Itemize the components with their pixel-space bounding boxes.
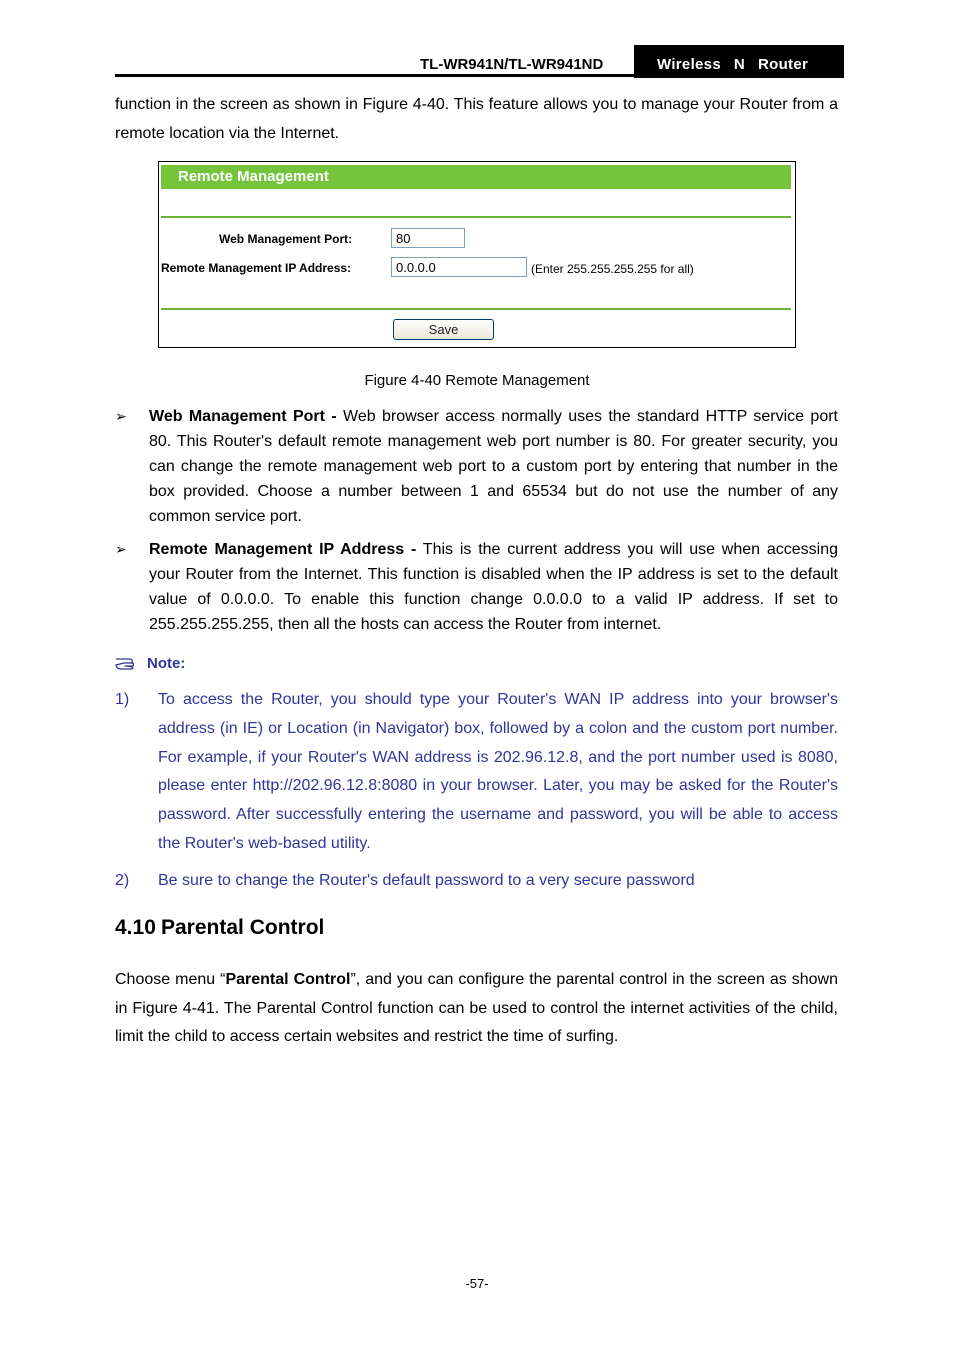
ip-address-input[interactable]: 0.0.0.0 bbox=[391, 257, 527, 277]
bullet-arrow-icon: ➢ bbox=[115, 408, 127, 424]
bullet-ip-address bbox=[149, 537, 838, 637]
parental-paragraph bbox=[115, 966, 838, 1052]
ip-address-hint: (Enter 255.255.255.255 for all) bbox=[531, 262, 694, 276]
intro-text: function in the screen as shown in Figure 4-40. This feature allows you to manage your Router from a remote location via the Internet. bbox=[115, 96, 838, 142]
parental-prefix: Choose menu “ bbox=[115, 971, 226, 988]
section-heading bbox=[115, 914, 324, 942]
note-item-text: To access the Router, you should type your Router's WAN IP address into your browser's address (in IE) or Location (in Navigator) box, followed by a colon and the custom port number. For example, if your Router's WAN address is 202.96.12.8, and the port number used is 8080, please enter http://202.96.12.8:8080 in your browser. Later, you may be asked for the Router's password. After successfully entering the username and password, you will be able to access the Router's web-based utility. bbox=[158, 691, 838, 852]
parental-suffix: ”, and you can configure the parental control in the screen as shown in Figure 4-41. The Parental Control function can be used to control the internet activities of the child, limit the child to access certain websites and restrict the time of surfing. bbox=[115, 971, 838, 1045]
figure-caption: Figure 4-40 Remote Management bbox=[364, 372, 590, 389]
note-item-number: 1) bbox=[115, 691, 130, 708]
note-item-number: 2) bbox=[115, 872, 130, 889]
figure-divider-bottom bbox=[161, 308, 791, 310]
figure-title-bar bbox=[161, 165, 791, 189]
section-number: 4.10 bbox=[115, 916, 156, 939]
intro-paragraph bbox=[115, 91, 838, 148]
web-port-input[interactable]: 80 bbox=[391, 228, 465, 248]
header-product: Wireless N Router bbox=[657, 56, 809, 73]
section-title: Parental Control bbox=[161, 916, 325, 939]
bullet-text: Web browser access normally uses the standard HTTP service port 80. This Router's default remote management web port number is 80. For greater security, you can change the remote management web port to a custom port by entering that number in the box provided. Choose a number between 1 and 65534 but do not use the number of any common service port. bbox=[149, 408, 838, 525]
note-item-2 bbox=[158, 867, 838, 896]
bullet-text: This is the current address you will use when accessing your Router from the Internet. This function is disabled when the IP address is set to the default value of 0.0.0.0. To enable this function change 0.0.0.0 to a valid IP address. If set to 255.255.255.255, then all the hosts can access the Router from internet. bbox=[149, 541, 838, 633]
bullet-term: Web Management Port - bbox=[149, 408, 337, 425]
bullet-arrow-icon: ➢ bbox=[115, 541, 127, 557]
parental-menu-name: Parental Control bbox=[225, 971, 351, 988]
note-item-1 bbox=[158, 686, 838, 859]
pointing-hand-icon bbox=[115, 654, 141, 670]
web-port-label: Web Management Port: bbox=[219, 232, 353, 246]
note-label: Note: bbox=[147, 655, 186, 672]
bullet-web-port bbox=[149, 404, 838, 529]
ip-address-label: Remote Management IP Address: bbox=[161, 261, 352, 275]
save-button[interactable]: Save bbox=[393, 319, 494, 340]
note-item-text: Be sure to change the Router's default password to a very secure password bbox=[158, 872, 695, 889]
remote-management-figure bbox=[158, 161, 796, 348]
figure-title: Remote Management bbox=[178, 168, 329, 185]
bullet-term: Remote Management IP Address - bbox=[149, 541, 417, 558]
note-heading bbox=[115, 654, 185, 673]
figure-divider-top bbox=[161, 216, 791, 218]
header-rule bbox=[115, 74, 844, 77]
page-number: -57- bbox=[465, 1276, 489, 1291]
header-model: TL-WR941N/TL-WR941ND bbox=[420, 56, 604, 73]
